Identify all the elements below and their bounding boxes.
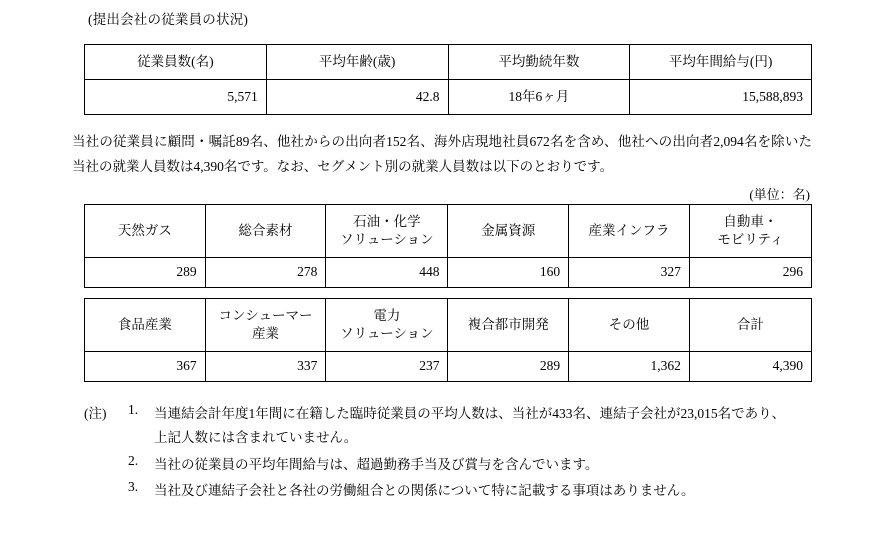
header-line: 石油・化学 (353, 213, 421, 229)
header-line: 産業 (252, 326, 279, 341)
footnote-number: 3. (128, 478, 139, 494)
column-header-urban-development (448, 299, 569, 352)
header-line: 総合素材 (238, 222, 293, 238)
cell-natural-gas-count: 289 (85, 258, 206, 288)
table-row (85, 258, 812, 288)
footnote-number: 2. (128, 452, 139, 468)
unit-note: (単位：名) (749, 187, 810, 202)
body-paragraph: 当社の従業員に顧問・嘱託89名、他社からの出向者152名、海外店現地社員672名を含め、他社への出向者2,094名を除いた当社の就業人員数は4,390名です。なお、セグメント別の就業人員数は以下のとおりです。 (72, 134, 812, 174)
table-row (85, 352, 812, 382)
cell-chemicals-solution-count: 448 (326, 258, 448, 288)
footnote-line: 当社及び連結子会社と各社の労働組合との関係について特に記載する事項はありません。 (154, 482, 695, 498)
cell-metal-resources-count: 160 (448, 258, 569, 288)
table-row (85, 45, 812, 80)
footnote-line: 当連結会計年度1年間に在籍した臨時従業員の平均人数は、当社が433名、連結子会社が23,015名であり、 (154, 406, 786, 421)
footnote-number: 1. (128, 402, 139, 417)
cell-average-salary: 15,588,893 (630, 80, 812, 115)
employee-summary-table (84, 44, 812, 115)
column-header-average-tenure: 平均勤続年数 (448, 45, 630, 80)
header-line: ソリューション (340, 232, 434, 247)
cell-mobility-count: 296 (689, 258, 811, 288)
header-line: 合計 (736, 316, 764, 332)
footnote-line: 上記人数には含まれていません。 (154, 430, 358, 446)
cell-average-age: 42.8 (266, 80, 448, 115)
cell-other-count: 1,362 (569, 352, 690, 382)
header-line: 食品産業 (117, 316, 172, 332)
column-header-other (569, 299, 690, 352)
header-line: 電力 (373, 307, 401, 323)
cell-urban-development-count: 289 (448, 352, 569, 382)
header-line: 天然ガス (117, 222, 172, 238)
column-header-power-solution (326, 299, 448, 352)
footnote-text (154, 479, 844, 503)
cell-power-solution-count: 237 (326, 352, 448, 382)
page-title: (提出会社の従業員の状況) (88, 12, 249, 27)
column-header-mobility (689, 205, 811, 258)
footnote-text (154, 453, 844, 477)
table-row (85, 80, 812, 115)
segment-table-b (84, 298, 812, 382)
cell-food-industry-count: 367 (85, 352, 206, 382)
segment-table-a (84, 204, 812, 288)
cell-total-count: 4,390 (689, 352, 811, 382)
table-row (85, 299, 812, 352)
footnote-item (84, 402, 844, 451)
column-header-total (689, 299, 811, 352)
header-line: コンシューマー (218, 307, 313, 323)
column-header-average-salary: 平均年間給与(円) (630, 45, 812, 80)
header-line: モビリティ (717, 232, 784, 247)
cell-consumer-industry-count: 337 (205, 352, 326, 382)
column-header-consumer-industry (205, 299, 326, 352)
footnote-line: 当社の従業員の平均年間給与は、超過勤務手当及び賞与を含んでいます。 (154, 456, 599, 472)
cell-employee-count: 5,571 (85, 80, 267, 115)
cell-average-tenure: 18年6ヶ月 (448, 80, 630, 115)
column-header-mineral-metal-resources (205, 205, 326, 258)
footnote-item (84, 453, 844, 477)
header-line: その他 (608, 316, 650, 332)
column-header-employee-count: 従業員数(名) (85, 45, 267, 80)
column-header-natural-gas (85, 205, 206, 258)
footnote-text (154, 402, 844, 451)
cell-industrial-infrastructure-count: 327 (569, 258, 690, 288)
cell-mineral-metal-resources-count: 278 (205, 258, 326, 288)
footnotes-label: (注) (84, 406, 107, 421)
header-line: 産業インフラ (588, 222, 670, 238)
column-header-chemicals-solution (326, 205, 448, 258)
header-line: ソリューション (340, 326, 434, 341)
footnotes (84, 402, 844, 505)
header-line: 金属資源 (481, 222, 536, 238)
column-header-metal-resources (448, 205, 569, 258)
header-line: 複合都市開発 (467, 316, 549, 332)
column-header-average-age: 平均年齢(歳) (266, 45, 448, 80)
table-row (85, 205, 812, 258)
header-line: 自動車・ (723, 213, 778, 229)
column-header-industrial-infrastructure (569, 205, 690, 258)
column-header-food-industry (85, 299, 206, 352)
footnote-item (84, 479, 844, 503)
